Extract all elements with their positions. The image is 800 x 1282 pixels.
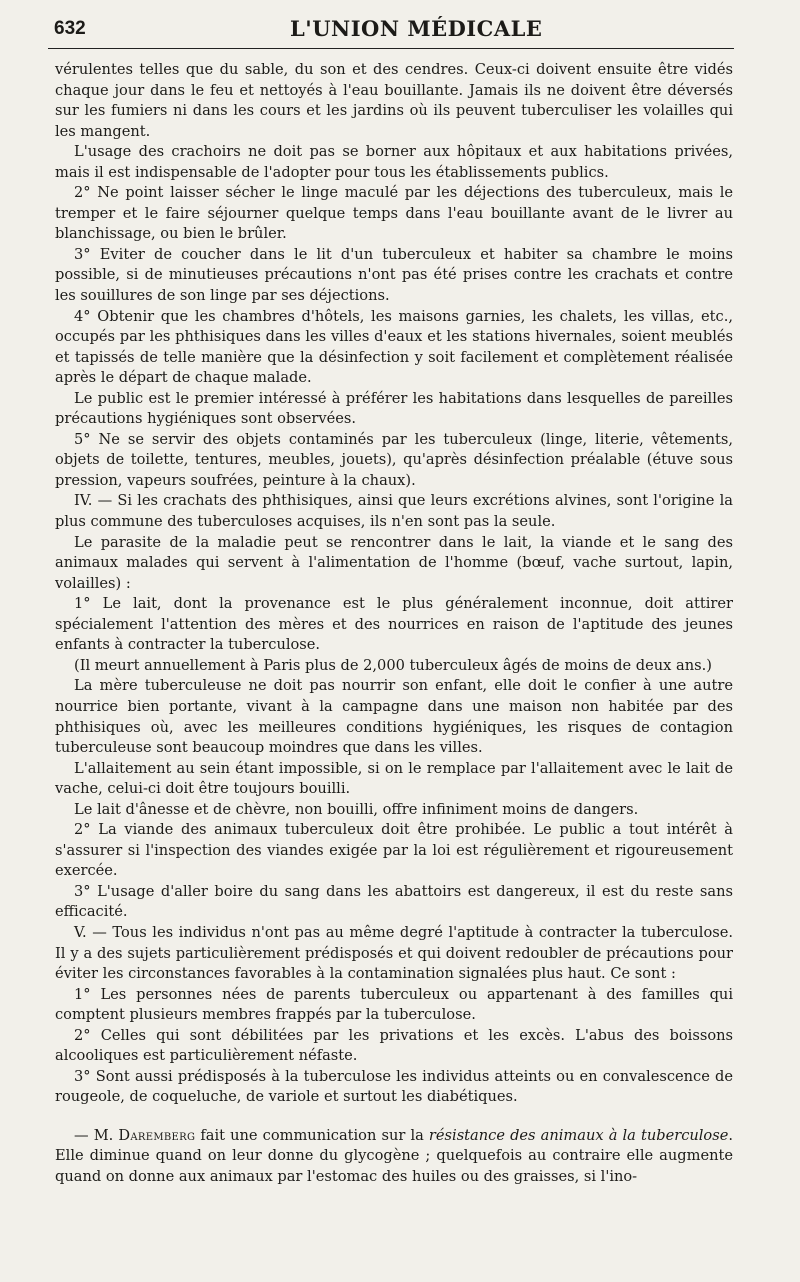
paragraph: L'allaitement au sein étant impossible, si on le remplace par l'allaitement avec le lait de vache, celui-ci doit être toujours bouilli. [55,759,733,798]
paragraph: 3° Sont aussi prédisposés à la tuberculose les individus atteints ou en convalescence de rougeole, de coqueluche, de variole et surtout les diabétiques. [55,1067,733,1106]
paragraph: Le lait d'ânesse et de chèvre, non bouilli, offre infiniment moins de dangers. [74,800,639,818]
paragraph-gap [55,1108,733,1126]
paragraph: 5° Ne se servir des objets contaminés par les tuberculeux (linge, literie, vêtements, objets de toilette, tentures, meubles, jouets), qu'après désinfection préalable (étuve sous pression, vapeurs soufrées, peinture à la chaux). [55,430,733,489]
paragraph: La mère tuberculeuse ne doit pas nourrir son enfant, elle doit le confier à une autre nourrice bien portante, vivant à la campagne dans une maison non habitée par des phthisiques où, avec les meilleures conditions hygiéniques, les risques de contagion tuberculeuse sont beaucoup moindres que dans les villes. [55,677,733,757]
article-body [55,60,733,1188]
page-header [40,16,738,50]
paragraph: (Il meurt annuellement à Paris plus de 2,000 tuberculeux âgés de moins de deux ans.) [74,656,712,674]
paragraph: 2° La viande des animaux tuberculeux doit être prohibée. Le public a tout intérêt à s'assurer si l'inspection des viandes exigée par la loi est régulièrement et rigoureusement exercée. [55,821,733,880]
paragraph: 3° Eviter de coucher dans le lit d'un tuberculeux et habiter sa chambre le moins possible, si de minutieuses précautions n'ont pas été prises contre les crachats et contre les souillures de son linge par ses déjections. [55,245,733,305]
header-rule [48,48,734,49]
section-iv-paragraph: IV. — Si les crachats des phthisiques, ainsi que leurs excrétions alvines, sont l'origine la plus commune des tuberculoses acquises, ils n'en sont pas la seule. [55,492,733,531]
paragraph: 2° Ne point laisser sécher le linge maculé par les déjections des tuberculeux, mais le tremper et le faire séjourner quelque temps dans l'eau bouillante avant de le livrer au blanchissage, ou bien le brûler. [55,184,733,243]
author-name: Darembe​rg [118,1126,196,1144]
running-title: L'UNION MÉDICALE [290,16,543,41]
paragraph: Le parasite de la maladie peut se rencontrer dans le lait, la viande et le sang des animaux malades qui servent à l'alimentation de l'homme (bœuf, vache surtout, lapin, volailles) : [55,533,733,592]
paragraph: L'usage des crachoirs ne doit pas se borner aux hôpitaux et aux habitations privées, mais il est indispensable de l'adopter pour tous les établissements publics. [55,143,733,181]
text-fragment: . Elle diminue quand on leur donne du glycogène ; quelquefois au contraire elle augmente quand on donne aux animaux par l'estomac des huiles ou des graisses, si l'ino- [55,1126,733,1185]
paragraph: 2° Celles qui sont débilitées par les privations et les excès. L'abus des boissons alcooliques est particulièrement néfaste. [55,1026,733,1065]
page-number: 632 [54,18,86,39]
communication-paragraph [55,1126,733,1188]
dash-lead: — M. [74,1126,119,1144]
paragraph: 4° Obtenir que les chambres d'hôtels, les maisons garnies, les chalets, les villas, etc., occupés par les phthisiques dans les villes d'eaux et les stations hivernales, soient meublés et tapissés de telle manière que la désinfection y soit facilement et complètement réalisée après le départ de chaque malade. [55,307,733,387]
paragraph: 1° Les personnes nées de parents tuberculeux ou appartenant à des familles qui comptent plusieurs membres frappés par la tuberculose. [55,985,733,1024]
paragraph: Le public est le premier intéressé à préférer les habitations dans lesquelles de pareilles précautions hygiéniques sont observées. [55,389,733,428]
paragraph: vérulentes telles que du sable, du son et des cendres. Ceux-ci doivent ensuite être vidés chaque jour dans le feu et nettoyés à l'eau bouillante. Jamais ils ne doivent être déversés sur les fumiers ni dans les cours et les jardins où ils peuvent tuberculiser les volailles qui les mangent. [55,61,733,140]
communication-title: résistance des animaux à la tuberculose [428,1126,729,1144]
text-fragment: fait une communication sur la [195,1126,429,1144]
paragraph: 1° Le lait, dont la provenance est le plus généralement inconnue, doit attirer spécialement l'attention des mères et des nourrices en raison de l'aptitude des jeunes enfants à contracter la tuberculose. [55,595,733,654]
paragraph: 3° L'usage d'aller boire du sang dans les abattoirs est dangereux, il est du reste sans efficacité. [55,882,733,921]
section-v-paragraph: V. — Tous les individus n'ont pas au même degré l'aptitude à contracter la tuberculose. Il y a des sujets particulièrement prédisposés et qui doivent redoubler de précautions pour éviter les circonstances favorables à la contamination signalées plus haut. Ce sont : [55,923,733,983]
